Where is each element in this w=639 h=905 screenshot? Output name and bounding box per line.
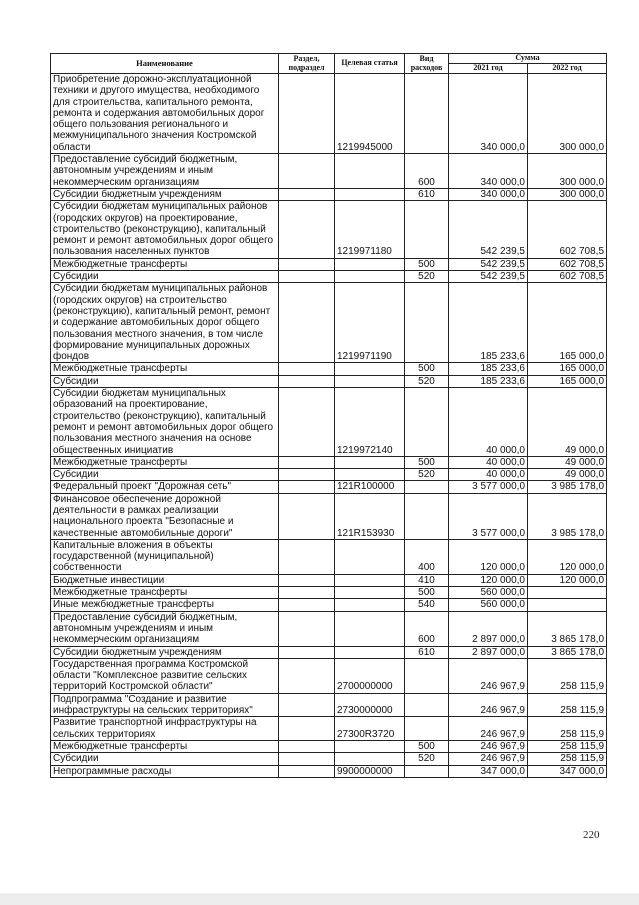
budget-table [50, 53, 607, 778]
cell-name: Субсидии бюджетам муниципальных районов (городских округов) на проектирование, строительство (реконструкцию), капитальный ремонт и ремонт автомобильных дорог общего пользования населенных пунктов [51, 201, 279, 258]
cell-sum-2022: 258 115,9 [528, 693, 607, 717]
cell-vid: 500 [405, 258, 449, 270]
cell-vid: 610 [405, 646, 449, 658]
cell-name: Межбюджетные трансферты [51, 456, 279, 468]
cell-sum-2022 [528, 599, 607, 611]
cell-sum-2021: 185 233,6 [449, 283, 528, 363]
cell-name: Субсидии бюджетам муниципальных образований на проектирование, строительство (реконструкцию), капитальный ремонт и ремонт автомобильных дорог общего пользования местного значения на основе общественных инициатив [51, 388, 279, 457]
cell-vid: 500 [405, 587, 449, 599]
cell-vid: 540 [405, 599, 449, 611]
cell-sum-2022 [528, 587, 607, 599]
header-vid: Вид расходов [405, 54, 449, 74]
table-row [51, 646, 607, 658]
cell-name: Межбюджетные трансферты [51, 363, 279, 375]
cell-section [279, 469, 335, 481]
cell-target [335, 469, 405, 481]
cell-name: Субсидии [51, 469, 279, 481]
header-sum: Сумма [449, 54, 607, 64]
table-row [51, 753, 607, 765]
cell-target [335, 154, 405, 189]
page-number: 220 [583, 829, 600, 841]
cell-section [279, 201, 335, 258]
cell-target: 1219971190 [335, 283, 405, 363]
cell-target [335, 539, 405, 574]
header-name: Наименование [51, 54, 279, 74]
cell-target: 2700000000 [335, 658, 405, 693]
table-row [51, 693, 607, 717]
cell-section [279, 646, 335, 658]
cell-sum-2022: 602 708,5 [528, 271, 607, 283]
cell-sum-2021: 340 000,0 [449, 74, 528, 154]
cell-sum-2021: 185 233,6 [449, 363, 528, 375]
header-target: Целевая статья [335, 54, 405, 74]
cell-sum-2021: 40 000,0 [449, 388, 528, 457]
scan-footer-band [0, 893, 639, 905]
cell-name: Развитие транспортной инфраструктуры на сельских территориях [51, 717, 279, 741]
cell-name: Приобретение дорожно-эксплуатационной техники и другого имущества, необходимого для строительства, капитального ремонта, ремонта и содержания автомобильных дорог общего пользования регионального и межмуниципального значения Костромской области [51, 74, 279, 154]
cell-sum-2022: 258 115,9 [528, 753, 607, 765]
cell-sum-2022: 258 115,9 [528, 717, 607, 741]
cell-sum-2022: 49 000,0 [528, 388, 607, 457]
cell-vid: 410 [405, 574, 449, 586]
cell-section [279, 765, 335, 777]
cell-target [335, 188, 405, 200]
cell-name: Межбюджетные трансферты [51, 258, 279, 270]
cell-name: Субсидии бюджетным учреждениям [51, 188, 279, 200]
cell-sum-2021: 542 239,5 [449, 201, 528, 258]
cell-name: Бюджетные инвестиции [51, 574, 279, 586]
table-row [51, 574, 607, 586]
cell-sum-2022: 165 000,0 [528, 363, 607, 375]
cell-sum-2021: 340 000,0 [449, 188, 528, 200]
cell-target [335, 611, 405, 646]
cell-sum-2022: 3 985 178,0 [528, 493, 607, 539]
cell-vid: 600 [405, 154, 449, 189]
cell-section [279, 154, 335, 189]
table-row [51, 271, 607, 283]
cell-sum-2022: 300 000,0 [528, 188, 607, 200]
cell-sum-2022: 3 865 178,0 [528, 646, 607, 658]
cell-sum-2021: 40 000,0 [449, 456, 528, 468]
cell-vid: 520 [405, 753, 449, 765]
cell-target [335, 753, 405, 765]
cell-sum-2021: 246 967,9 [449, 717, 528, 741]
cell-sum-2021: 2 897 000,0 [449, 611, 528, 646]
cell-vid [405, 493, 449, 539]
cell-target: 27300R3720 [335, 717, 405, 741]
cell-section [279, 658, 335, 693]
cell-sum-2022: 258 115,9 [528, 658, 607, 693]
cell-sum-2021: 246 967,9 [449, 740, 528, 752]
cell-sum-2022: 602 708,5 [528, 258, 607, 270]
cell-vid: 520 [405, 469, 449, 481]
cell-vid [405, 74, 449, 154]
cell-sum-2021: 185 233,6 [449, 375, 528, 387]
cell-sum-2022: 49 000,0 [528, 469, 607, 481]
cell-target: 1219945000 [335, 74, 405, 154]
cell-vid [405, 693, 449, 717]
cell-sum-2021: 246 967,9 [449, 753, 528, 765]
cell-section [279, 693, 335, 717]
cell-vid: 600 [405, 611, 449, 646]
cell-vid: 500 [405, 456, 449, 468]
cell-sum-2021: 560 000,0 [449, 587, 528, 599]
cell-section [279, 587, 335, 599]
cell-sum-2022: 602 708,5 [528, 201, 607, 258]
cell-target [335, 375, 405, 387]
cell-target [335, 646, 405, 658]
cell-target [335, 599, 405, 611]
cell-sum-2022: 49 000,0 [528, 456, 607, 468]
table-row [51, 611, 607, 646]
cell-name: Подпрограмма "Создание и развитие инфраструктуры на сельских территориях" [51, 693, 279, 717]
cell-vid: 400 [405, 539, 449, 574]
cell-sum-2022: 165 000,0 [528, 283, 607, 363]
cell-name: Непрограммные расходы [51, 765, 279, 777]
cell-target: 1219971180 [335, 201, 405, 258]
cell-sum-2022: 3 985 178,0 [528, 481, 607, 493]
cell-vid: 610 [405, 188, 449, 200]
cell-sum-2021: 40 000,0 [449, 469, 528, 481]
cell-sum-2021: 2 897 000,0 [449, 646, 528, 658]
cell-section [279, 388, 335, 457]
table-row [51, 188, 607, 200]
header-section: Раздел, подраздел [279, 54, 335, 74]
cell-vid: 520 [405, 375, 449, 387]
table-row [51, 363, 607, 375]
cell-target [335, 363, 405, 375]
cell-name: Субсидии бюджетным учреждениям [51, 646, 279, 658]
cell-section [279, 753, 335, 765]
table-row [51, 154, 607, 189]
cell-sum-2022: 3 865 178,0 [528, 611, 607, 646]
cell-section [279, 717, 335, 741]
cell-section [279, 539, 335, 574]
cell-name: Государственная программа Костромской области "Комплексное развитие сельских территорий Костромской области" [51, 658, 279, 693]
cell-sum-2021: 560 000,0 [449, 599, 528, 611]
cell-section [279, 456, 335, 468]
cell-vid: 500 [405, 740, 449, 752]
cell-target [335, 574, 405, 586]
cell-target: 1219972140 [335, 388, 405, 457]
cell-target [335, 456, 405, 468]
cell-sum-2021: 347 000,0 [449, 765, 528, 777]
cell-sum-2021: 120 000,0 [449, 539, 528, 574]
cell-section [279, 611, 335, 646]
cell-target [335, 740, 405, 752]
table-row [51, 740, 607, 752]
cell-name: Межбюджетные трансферты [51, 587, 279, 599]
table-header [51, 54, 607, 74]
cell-target: 121R153930 [335, 493, 405, 539]
table-row [51, 493, 607, 539]
table-row [51, 599, 607, 611]
table-body [51, 74, 607, 778]
cell-target [335, 258, 405, 270]
cell-vid [405, 717, 449, 741]
table-row [51, 717, 607, 741]
table-row [51, 375, 607, 387]
cell-name: Субсидии [51, 271, 279, 283]
cell-section [279, 188, 335, 200]
cell-section [279, 493, 335, 539]
cell-name: Предоставление субсидий бюджетным, автономным учреждениям и иным некоммерческим организациям [51, 154, 279, 189]
cell-name: Субсидии бюджетам муниципальных районов (городских округов) на строительство (реконструкцию), капитальный ремонт, ремонт и содержание автомобильных дорог общего пользования местного значения, в том числе формирование муниципальных дорожных фондов [51, 283, 279, 363]
cell-vid [405, 658, 449, 693]
cell-sum-2021: 542 239,5 [449, 258, 528, 270]
cell-sum-2022: 300 000,0 [528, 74, 607, 154]
table-row [51, 469, 607, 481]
cell-name: Капитальные вложения в объекты государственной (муниципальной) собственности [51, 539, 279, 574]
table-row [51, 283, 607, 363]
cell-sum-2021: 246 967,9 [449, 658, 528, 693]
cell-section [279, 375, 335, 387]
cell-vid [405, 201, 449, 258]
table-row [51, 765, 607, 777]
cell-name: Федеральный проект "Дорожная сеть" [51, 481, 279, 493]
cell-vid [405, 481, 449, 493]
table-row [51, 201, 607, 258]
table-row [51, 388, 607, 457]
cell-sum-2022: 300 000,0 [528, 154, 607, 189]
cell-name: Межбюджетные трансферты [51, 740, 279, 752]
cell-name: Субсидии [51, 375, 279, 387]
table-row [51, 74, 607, 154]
cell-target: 2730000000 [335, 693, 405, 717]
cell-vid: 520 [405, 271, 449, 283]
cell-sum-2022: 120 000,0 [528, 574, 607, 586]
cell-name: Предоставление субсидий бюджетным, автономным учреждениям и иным некоммерческим организациям [51, 611, 279, 646]
cell-sum-2022: 347 000,0 [528, 765, 607, 777]
cell-sum-2022: 258 115,9 [528, 740, 607, 752]
table-row [51, 658, 607, 693]
cell-sum-2021: 542 239,5 [449, 271, 528, 283]
cell-section [279, 574, 335, 586]
table-row [51, 539, 607, 574]
cell-name: Субсидии [51, 753, 279, 765]
cell-section [279, 363, 335, 375]
cell-name: Финансовое обеспечение дорожной деятельности в рамках реализации национального проекта "Безопасные и качественные автомобильные дороги" [51, 493, 279, 539]
cell-sum-2022: 165 000,0 [528, 375, 607, 387]
cell-target [335, 587, 405, 599]
cell-sum-2022: 120 000,0 [528, 539, 607, 574]
cell-sum-2021: 246 967,9 [449, 693, 528, 717]
cell-vid [405, 388, 449, 457]
cell-section [279, 599, 335, 611]
cell-sum-2021: 3 577 000,0 [449, 481, 528, 493]
table-row [51, 456, 607, 468]
cell-target [335, 271, 405, 283]
cell-target: 9900000000 [335, 765, 405, 777]
header-year-2022: 2022 год [528, 64, 607, 74]
cell-section [279, 481, 335, 493]
table-row [51, 258, 607, 270]
cell-target: 121R100000 [335, 481, 405, 493]
cell-section [279, 740, 335, 752]
cell-name: Иные межбюджетные трансферты [51, 599, 279, 611]
cell-sum-2021: 120 000,0 [449, 574, 528, 586]
cell-section [279, 258, 335, 270]
cell-vid [405, 765, 449, 777]
header-year-2021: 2021 год [449, 64, 528, 74]
cell-sum-2021: 3 577 000,0 [449, 493, 528, 539]
cell-vid [405, 283, 449, 363]
cell-section [279, 271, 335, 283]
cell-section [279, 283, 335, 363]
cell-vid: 500 [405, 363, 449, 375]
table-row [51, 481, 607, 493]
cell-sum-2021: 340 000,0 [449, 154, 528, 189]
table-row [51, 587, 607, 599]
cell-section [279, 74, 335, 154]
